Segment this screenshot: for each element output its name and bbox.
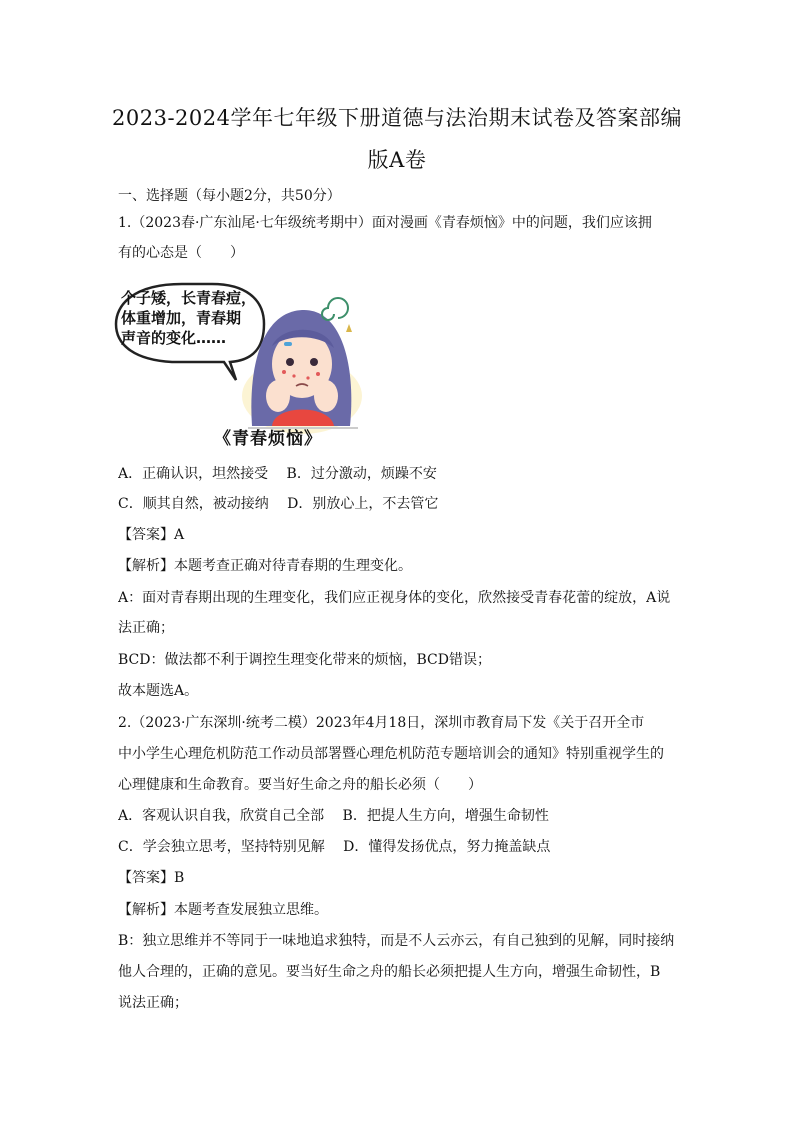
section-heading: 一、选择题（每小题2分，共50分） bbox=[118, 188, 341, 204]
bubble-text-line2: 体重增加，青春期 bbox=[121, 309, 242, 327]
q2-analysis-line2: B：独立思维并不等同于一味地追求独特，而是不人云亦云，有自己独到的见解，同时接纳 bbox=[118, 933, 675, 949]
q1-stem-line2: 有的心态是（ ） bbox=[118, 245, 244, 261]
q2-analysis-line3: 他人合理的，正确的意见。要当好生命之舟的船长必须把提人生方向，增强生命韧性，B bbox=[118, 964, 661, 980]
bubble-text-line1: 个子矮，长青春痘， bbox=[121, 289, 257, 307]
q1-analysis-line3: 法正确； bbox=[118, 620, 174, 636]
q1-analysis-line5: 故本题选A。 bbox=[118, 683, 199, 699]
q2-options-cd: C．学会独立思考，坚持特别见解 D．懂得发扬优点，努力掩盖缺点 bbox=[118, 839, 551, 855]
q1-analysis-line2: A：面对青春期出现的生理变化，我们应正视身体的变化，欣然接受青春花蕾的绽放，A说 bbox=[118, 590, 671, 606]
q2-analysis-line1: 【解析】本题考查发展独立思维。 bbox=[118, 902, 328, 918]
q1-analysis-line4: BCD：做法都不利于调控生理变化带来的烦恼，BCD错误； bbox=[118, 652, 491, 668]
q2-stem-line1: 2.（2023·广东深圳·统考二模）2023年4月18日，深圳市教育局下发《关于召开全市 bbox=[118, 715, 645, 731]
q1-options-cd: C．顺其自然，被动接纳 D．别放心上，不去管它 bbox=[118, 496, 439, 512]
q1-analysis-line1: 【解析】本题考查正确对待青春期的生理变化。 bbox=[118, 558, 412, 574]
q1-options-ab: A．正确认识，坦然接受 B．过分激动，烦躁不安 bbox=[118, 466, 437, 482]
q1-stem-line1: 1.（2023春·广东汕尾·七年级统考期中）面对漫画《青春烦恼》中的问题，我们应该拥 bbox=[118, 215, 652, 231]
q2-stem-line3: 心理健康和生命教育。要当好生命之舟的船长必须（ ） bbox=[118, 777, 482, 793]
comic-caption: 《青春烦恼》 bbox=[214, 429, 322, 449]
q2-stem-line2: 中小学生心理危机防范工作动员部署暨心理危机防范专题培训会的通知》特别重视学生的 bbox=[118, 746, 664, 762]
q1-answer: 【答案】A bbox=[118, 527, 185, 543]
q2-answer: 【答案】B bbox=[118, 870, 185, 886]
q2-analysis-line4: 说法正确； bbox=[118, 995, 188, 1011]
q2-options-ab: A．客观认识自我，欣赏自己全部 B．把提人生方向，增强生命韧性 bbox=[118, 808, 549, 824]
bubble-text-line3: 声音的变化…… bbox=[121, 329, 227, 347]
document-title-line2: 版A卷 bbox=[367, 148, 427, 172]
document-title-line1: 2023-2024学年七年级下册道德与法治期末试卷及答案部编 bbox=[112, 106, 682, 130]
